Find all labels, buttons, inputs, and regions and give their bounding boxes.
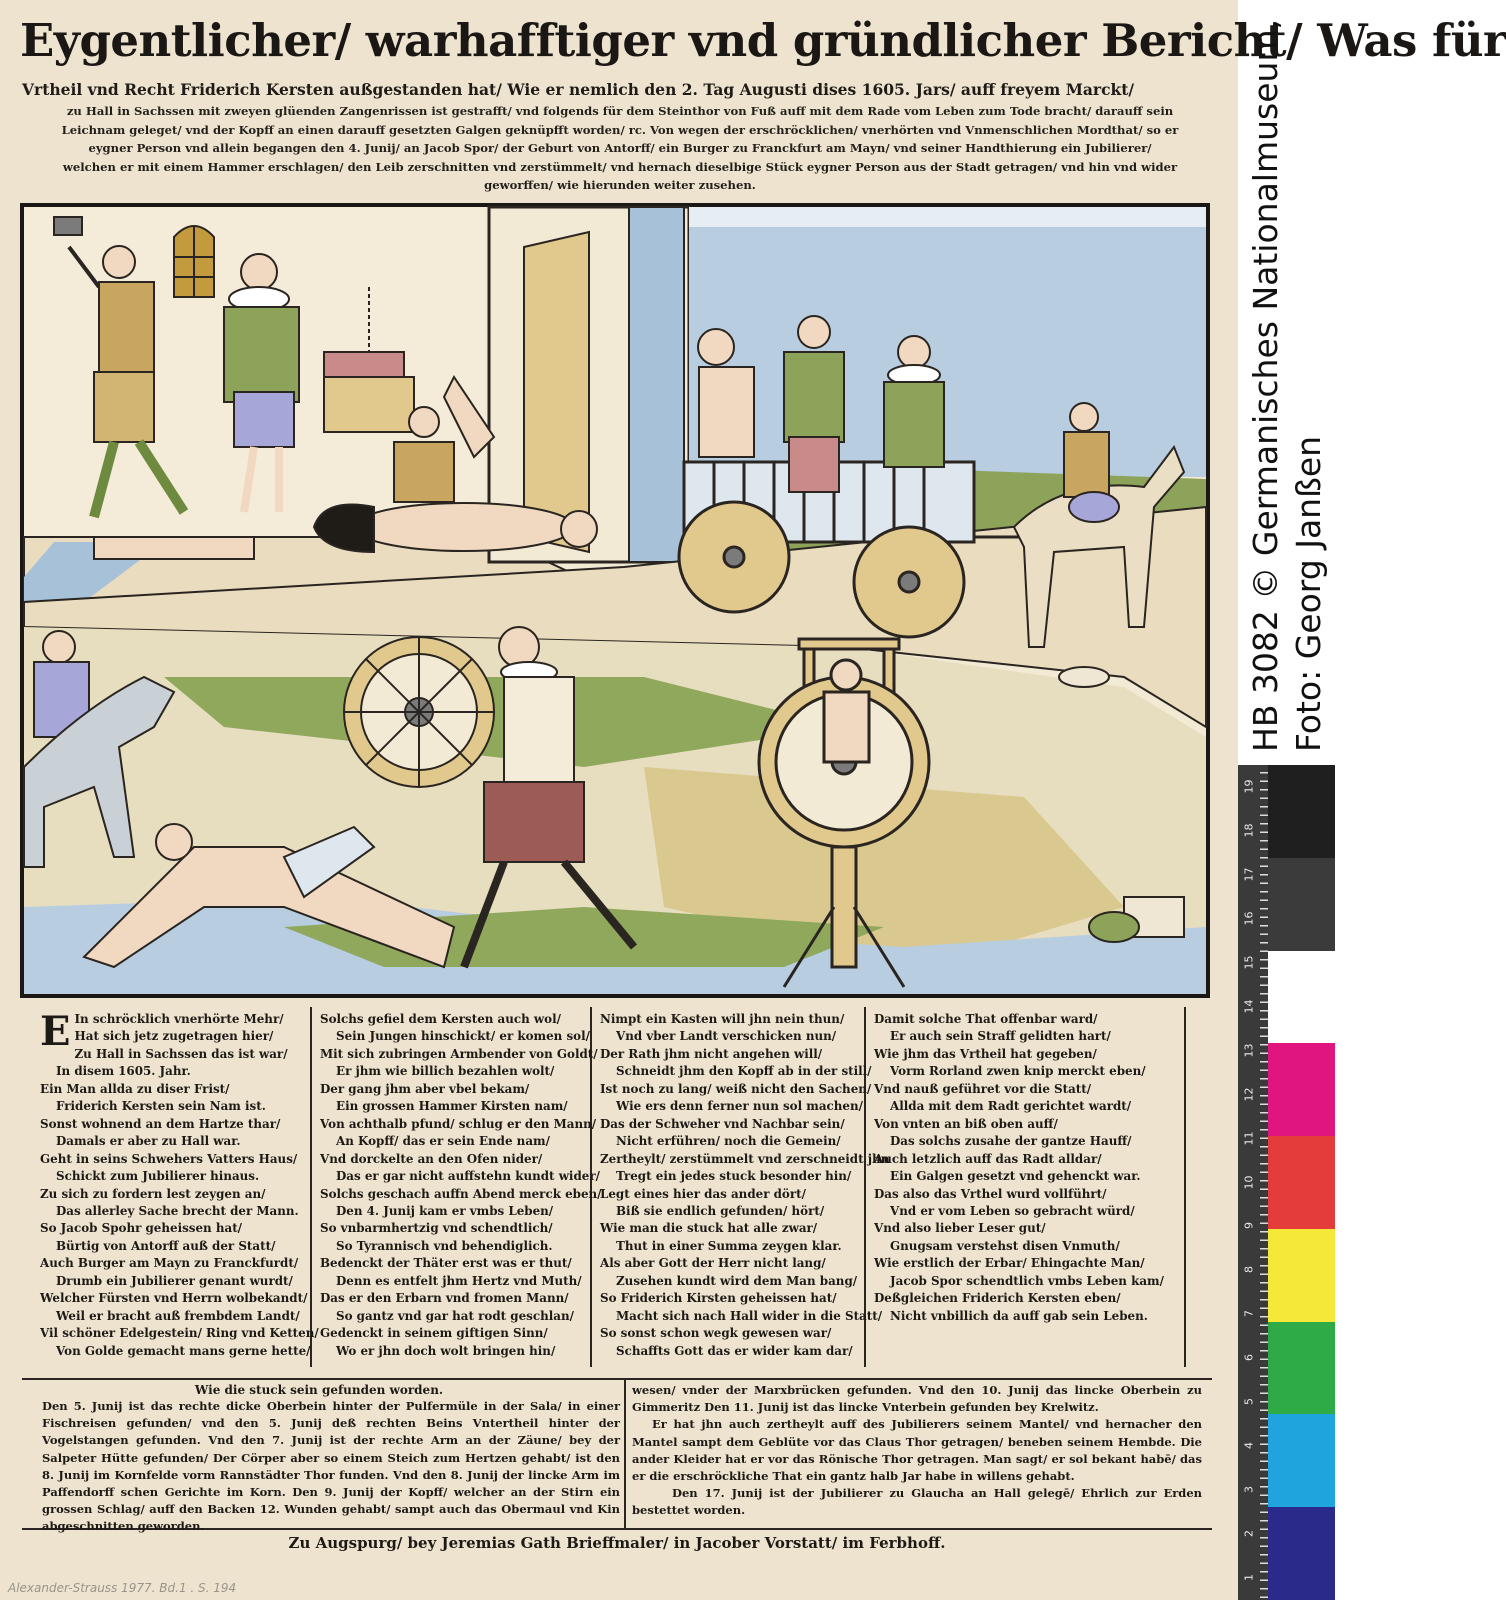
ruler-number: 17	[1242, 867, 1256, 882]
color-swatch	[1268, 951, 1335, 1044]
verse-line: Tregt ein jedes stuck besonder hin/	[616, 1169, 852, 1184]
verse-line: Als aber Gott der Herr nicht lang/	[600, 1256, 826, 1271]
ruler-number: 7	[1242, 1310, 1256, 1318]
ruler-number: 10	[1242, 1175, 1256, 1189]
verse-line: Schneidt jhm den Kopff ab in der still/	[616, 1064, 872, 1079]
ruler-number: 5	[1242, 1398, 1256, 1406]
verse-line: Zu Hall in Sachssen das ist war/	[74, 1046, 288, 1061]
treasure-chest	[324, 352, 414, 432]
verse-column-2	[320, 1011, 602, 1360]
verse-line: Geht in seins Schwehers Vatters Haus/	[40, 1151, 298, 1166]
verse-line: Vnd er vom Leben so gebracht würd/	[890, 1203, 1135, 1218]
door	[524, 232, 589, 552]
ruler-number: 13	[1242, 1043, 1256, 1058]
verse-line: Damals er aber zu Hall war.	[56, 1134, 241, 1149]
verse-line: Das also das Vrthel wurd vollführt/	[874, 1186, 1107, 1201]
ruler-number: 16	[1242, 911, 1256, 926]
ruler-number: 19	[1242, 779, 1256, 794]
measurement-ruler	[1238, 765, 1268, 1600]
prose-right-paragraph: Den 17. Junij ist der Jubilierer zu Glaucha an Hall gelegē/ Ehrlich zur Erden bestettet worden.	[632, 1486, 1202, 1518]
credit-text	[1244, 0, 1330, 752]
verse-line: Zusehen kundt wird dem Man bang/	[616, 1273, 858, 1288]
museum-credit	[1240, 0, 1335, 760]
verse-line: Gedenckt in seinem giftigen Sinn/	[320, 1326, 548, 1341]
verse-line: Vnd dorckelte an den Ofen nider/	[320, 1151, 543, 1166]
verse-line: Den 4. Junij kam er vmbs Leben/	[336, 1203, 554, 1218]
rock	[1059, 667, 1109, 687]
credit-line: HB 3082 © Germanisches Nationalmuseum,	[1246, 18, 1285, 752]
color-swatch	[1268, 858, 1335, 951]
verse-line: Nicht erführen/ noch die Gemein/	[616, 1134, 841, 1149]
verse-line: Drumb ein Jubilierer genant wurdt/	[56, 1273, 293, 1288]
verse-line: Er auch sein Straff gelidten hart/	[890, 1029, 1111, 1044]
ruler-number: 9	[1242, 1222, 1256, 1230]
verse-line: Macht sich nach Hall wider in die Statt/	[616, 1308, 883, 1323]
verse-line: Hat sich jetz zugetragen hier/	[74, 1029, 274, 1044]
window	[174, 226, 214, 297]
verse-line: Solchs geschach auffn Abend merck eben/	[320, 1186, 602, 1201]
verse-line: Biß sie endlich gefunden/ hört/	[616, 1203, 825, 1218]
title-subtitle: Vrtheil vnd Recht Friderich Kersten außgestanden hat/ Wie er nemlich den 2. Tag Augusti dises 1605. Jars/ auff freyem Marckt/	[22, 80, 1135, 99]
verse-line: Ein grossen Hammer Kirsten nam/	[336, 1099, 568, 1114]
verse-line: Allda mit dem Radt gerichtet wardt/	[890, 1099, 1132, 1114]
printer-imprint: Zu Augspurg/ bey Jeremias Gath Brieffmaler/ in Jacober Vorstatt/ im Ferbhoff.	[288, 1534, 946, 1552]
color-swatch	[1268, 1322, 1335, 1415]
column-rule	[1184, 1007, 1186, 1367]
verse-line: Das er den Erbarn vnd fromen Mann/	[320, 1291, 569, 1306]
verse-poem	[22, 1005, 1212, 1375]
verse-line: Ein Galgen gesetzt vnd gehenckt war.	[890, 1169, 1141, 1184]
verse-line: Wie ers denn ferner nun sol machen/	[616, 1099, 863, 1114]
verse-line: Weil er bracht auß frembdem Landt/	[56, 1308, 300, 1323]
verse-line: Wie man die stuck hat alle zwar/	[600, 1221, 818, 1236]
title-main: Eygentlicher/ warhafftiger vnd gründlicher Bericht/ Was für	[20, 14, 1506, 67]
verse-line: An Kopff/ das er sein Ende nam/	[336, 1134, 550, 1149]
ruler-number: 3	[1242, 1486, 1256, 1494]
verse-line: Bürtig von Antorff auß der Statt/	[56, 1238, 276, 1253]
ruler-number: 2	[1242, 1530, 1256, 1538]
verse-line: Das der Schweher vnd Nachbar sein/	[600, 1116, 845, 1131]
drop-capital: E	[40, 1008, 71, 1055]
verse-line: Schickt zum Jubilierer hinaus.	[56, 1169, 260, 1184]
verse-line: Damit solche That offenbar ward/	[874, 1012, 1098, 1026]
verse-line: Solchs gefiel dem Kersten auch wol/	[320, 1012, 561, 1026]
verse-line: Gnugsam verstehst disen Vnmuth/	[890, 1238, 1120, 1253]
verse-line: Ein Man allda zu diser Frist/	[40, 1081, 230, 1096]
ruler-ticks	[1260, 765, 1268, 1600]
verse-column-4	[874, 1011, 1164, 1325]
verse-line: Bedenckt der Thäter erst was er thut/	[320, 1256, 572, 1271]
verse-line: Sein Jungen hinschickt/ er komen sol/	[336, 1029, 590, 1044]
prose-findings	[22, 1378, 1212, 1534]
verse-line: Denn es entfelt jhm Hertz vnd Muth/	[336, 1273, 582, 1288]
verse-line: Schaffts Gott das er wider kam dar/	[616, 1343, 853, 1358]
door-pillar	[629, 207, 684, 562]
color-swatch	[1268, 1136, 1335, 1229]
woodcut-illustration	[20, 203, 1210, 998]
prose-left-column: Den 5. Junij ist das rechte dicke Oberbein hinter der Pulfermüle in der Sala/ in einer Fischreisen gefunden/ vnd den 5. Junij deß rechten Beins Vntertheil hinter der Vogelstangen gefunden. Vnd den 7. Junij ist der rechte Arm an der Zäune/ bey der Salpeter Hütte gefunden/ Der Cörper aber so einem Steich zum Hertzen gehabt/ ist den 8. Junij im Kornfelde vorm Rannstädter Thor funden. Vnd den 8. Junij der lincke Arm im Paffendorff schen Gerichte im Korn. Den 9. Junij der Kopff/ welcher an der Stirn ein grossen Schlag/ auff den Backen 12. Wunden gehabt/ sampt auch das Obermaul vnd Kin abgeschnitten geworden.	[42, 1399, 620, 1534]
verse-line: Ist noch zu lang/ weiß nicht den Sachen/	[600, 1081, 872, 1096]
verse-line: Der Rath jhm nicht angehen will/	[600, 1046, 823, 1061]
verse-line: Das er gar nicht auffstehn kundt wider/	[336, 1169, 600, 1184]
color-swatch	[1268, 765, 1335, 858]
color-swatch	[1268, 1414, 1335, 1507]
verse-line: So sonst schon wegk gewesen war/	[600, 1326, 832, 1341]
verse-line: Von vnten an biß oben auff/	[874, 1116, 1058, 1131]
sky-blue	[689, 227, 1206, 477]
ruler-number: 12	[1242, 1087, 1256, 1102]
verse-line: Auch Burger am Mayn zu Franckfurdt/	[40, 1256, 299, 1271]
verse-line: Von achthalb pfund/ schlug er den Mann/	[320, 1116, 597, 1131]
verse-line: So Friderich Kirsten geheissen hat/	[600, 1291, 837, 1306]
verse-line: Welcher Fürsten vnd Herrn wolbekandt/	[40, 1291, 308, 1306]
verse-line: Vorm Rorland zwen knip merckt eben/	[890, 1064, 1146, 1079]
verse-line: Zu sich zu fordern lest zeygen an/	[40, 1186, 266, 1201]
verse-line: So gantz vnd gar hat rodt geschlan/	[336, 1308, 574, 1323]
prose-right-paragraph: wesen/ vnder der Marxbrücken gefunden. Vnd den 10. Junij das lincke Oberbein zu Gimmeritz Den 11. Junij ist das lincke Vnterbein gefunden bey Krelwitz.	[632, 1383, 1202, 1415]
verse-column-1	[40, 1008, 319, 1360]
verse-line: So Jacob Spohr geheissen hat/	[40, 1221, 243, 1236]
verse-line: Friderich Kersten sein Nam ist.	[56, 1099, 266, 1114]
prose-right-paragraph: Er hat jhn auch zertheylt auff des Jubilierers seinem Mantel/ vnd hernacher den Mantel sampt dem Geblüte vor das Claus Thor getragen/ beneben seinem Hembde. Die ander Kleider hat er vor das Rönische Thor getragen. Man sagt/ er sol bekant habē/ das er die erschröckliche That ein gantz halb Jar habe in willens gehabt.	[632, 1417, 1202, 1484]
verse-line: Mit sich zubringen Armbender von Goldt/	[320, 1046, 598, 1061]
verse-line: Zertheylt/ zerstümmelt vnd zerschneidt jhn	[600, 1151, 890, 1166]
color-swatch	[1268, 1043, 1335, 1136]
verse-line: Auch letzlich auff das Radt alldar/	[874, 1151, 1102, 1166]
verse-column-3	[600, 1011, 889, 1360]
verse-line: Legt eines hier das ander dört/	[600, 1186, 806, 1201]
prose-heading: Wie die stuck sein gefunden worden.	[194, 1383, 444, 1397]
verse-line: Er jhm wie billich bezahlen wolt/	[336, 1064, 555, 1079]
color-swatch	[1268, 1507, 1335, 1600]
verse-line: Vnd also lieber Leser gut/	[874, 1221, 1046, 1236]
verse-line: Wo er jhn doch wolt bringen hin/	[336, 1343, 556, 1358]
prose-right-column	[632, 1382, 1202, 1520]
verse-line: Vil schöner Edelgestein/ Ring vnd Ketten/	[40, 1326, 319, 1341]
verse-line: Der gang jhm aber vbel bekam/	[320, 1081, 530, 1096]
verse-line: Nimpt ein Kasten will jhn nein thun/	[600, 1012, 845, 1026]
verse-line: Vnd nauß geführet vor die Statt/	[874, 1081, 1092, 1096]
verse-line: Das allerley Sache brecht der Mann.	[56, 1203, 299, 1218]
verse-line: Jacob Spor schendtlich vmbs Leben kam/	[890, 1273, 1164, 1288]
title-description: zu Hall in Sachssen mit zweyen glüenden Zangenrissen ist gestrafft/ vnd folgends für dem Steinthor von Fuß auff mit dem Rade vom Leben zum Tode bracht/ darauff sein Leichnam geleget/ vnd der Kopff an einen darauff gesetzten Galgen geknüpfft worden/ rc. Von wegen der erschröcklichen/ vnerhörten vnd Vnmenschlichen Mordthat/ so er eygner Person vnd allein begangen den 4. Junij/ an Jacob Spor/ der Geburt von Antorff/ ein Burger zu Franckfurt am Mayn/ vnd seiner Handthierung ein Jubilierer/ welchen er mit einem Hammer erschlagen/ den Leib zerschnitten vnd zerstümmelt/ vnd hernach dieselbige Stück eygner Person aus der Stadt getragen/ vnd hin vnd wider geworffen/ wie hierunden weiter zusehen.	[61, 104, 1179, 193]
verse-line: Wie jhm das Vrtheil hat gegeben/	[874, 1046, 1097, 1061]
ruler-number: 6	[1242, 1354, 1256, 1362]
ruler-number: 15	[1242, 955, 1256, 970]
ruler-number: 8	[1242, 1266, 1256, 1274]
ruler-number: 11	[1242, 1131, 1256, 1146]
verse-line: In disem 1605. Jahr.	[56, 1064, 191, 1079]
verse-line: Sonst wohnend an dem Hartze thar/	[40, 1116, 281, 1131]
verse-line: Vnd vber Landt verschicken nun/	[616, 1029, 837, 1044]
verse-line: So vnbarmhertzig vnd schendtlich/	[320, 1221, 553, 1236]
verse-line: So Tyrannisch vnd behendiglich.	[336, 1238, 553, 1253]
rock	[1089, 912, 1139, 942]
color-swatch	[1268, 1229, 1335, 1322]
verse-line: Deßgleichen Friderich Kersten eben/	[874, 1291, 1121, 1306]
color-scale-bar	[1238, 765, 1335, 1600]
credit-line: Foto: Georg Janßen	[1289, 435, 1328, 752]
pencil-annotation: Alexander-Strauss 1977. Bd.1 . S. 194	[8, 1581, 237, 1595]
ruler-number: 18	[1242, 823, 1256, 838]
ruler-number: 1	[1242, 1574, 1256, 1582]
verse-line: Von Golde gemacht mans gerne hette/	[56, 1343, 311, 1358]
prose-divider	[624, 1380, 626, 1528]
ruler-number: 14	[1242, 999, 1256, 1014]
ruler-number: 4	[1242, 1442, 1256, 1450]
verse-line: In schröcklich vnerhörte Mehr/	[74, 1012, 284, 1026]
verse-line: Wie erstlich der Erbar/ Ehingachte Man/	[874, 1256, 1145, 1271]
verse-line: Thut in einer Summa zeygen klar.	[616, 1238, 842, 1253]
verse-line: Das solchs zusahe der gantze Hauff/	[890, 1134, 1132, 1149]
verse-line: Nicht vnbillich da auff gab sein Leben.	[890, 1308, 1148, 1323]
